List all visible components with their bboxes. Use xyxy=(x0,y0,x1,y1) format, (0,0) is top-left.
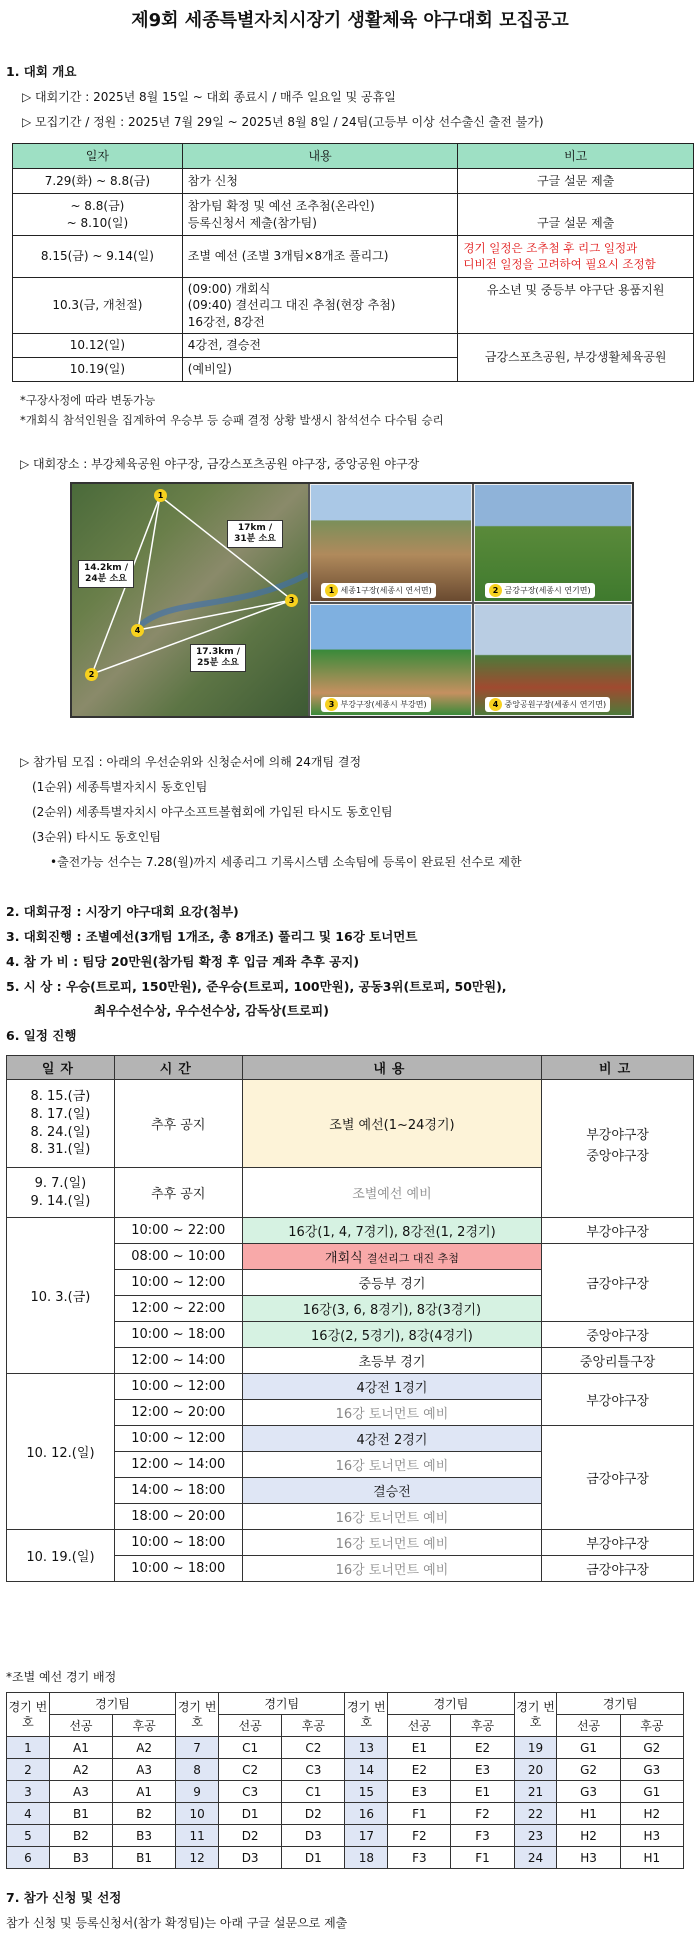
schedule-content: 조별예선 예비 xyxy=(242,1168,542,1218)
header-match-number: 경기 번호 xyxy=(514,1693,557,1737)
pin-icon: 1 xyxy=(154,489,167,502)
distance-label: 17.3km / 25분 소요 xyxy=(190,644,246,672)
schedule-time: 10:00 ~ 22:00 xyxy=(114,1218,242,1244)
second-team: G1 xyxy=(620,1781,683,1803)
match-row xyxy=(7,1737,684,1759)
section-7-line: 참가 신청 및 등록신청서(참가 확정팀)는 아래 구글 설문으로 제출 xyxy=(6,1916,348,1930)
cell-date: ~ 8.8(금) ~ 8.10(일) xyxy=(13,194,183,236)
schedule-content: 초등부 경기 xyxy=(242,1348,542,1374)
match-number: 6 xyxy=(7,1847,50,1869)
schedule-content: 조별 예선(1~24경기) xyxy=(242,1080,542,1168)
header-second: 후공 xyxy=(282,1715,345,1737)
second-team: F2 xyxy=(451,1803,514,1825)
section-7: 7. 참가 신청 및 선정 xyxy=(6,1890,122,1905)
first-team: F2 xyxy=(388,1825,451,1847)
match-number: 15 xyxy=(345,1781,388,1803)
first-team: A2 xyxy=(49,1759,112,1781)
match-row xyxy=(7,1803,684,1825)
match-number: 13 xyxy=(345,1737,388,1759)
section-1-heading: 1. 대회 개요 xyxy=(6,64,77,79)
overview-table xyxy=(12,143,694,382)
venue-line: ▷ 대회장소 : 부강체육공원 야구장, 금강스포츠공원 야구장, 중앙공원 야구장 xyxy=(20,457,420,471)
match-number: 20 xyxy=(514,1759,557,1781)
first-team: B3 xyxy=(49,1847,112,1869)
pin-icon: 2 xyxy=(85,668,98,681)
section-5: 5. 시 상 : 우승(트로피, 150만원), 준우승(트로피, 100만원), 공동3위(트로피, 50만원), xyxy=(6,979,507,994)
section-2: 2. 대회규정 : 시장기 야구대회 요강(첨부) xyxy=(6,904,239,919)
priority-1: (1순위) 세종특별자치시 동호인팀 xyxy=(32,780,208,794)
schedule-time: 10:00 ~ 18:00 xyxy=(114,1530,242,1556)
schedule-time: 14:00 ~ 18:00 xyxy=(114,1478,242,1504)
header-first: 선공 xyxy=(219,1715,282,1737)
cell-note: 구글 설문 제출 xyxy=(458,169,694,194)
schedule-venue: 부강야구장 xyxy=(542,1218,694,1244)
pin-icon: 3 xyxy=(285,594,298,607)
schedule-table xyxy=(6,1055,694,1582)
match-row xyxy=(7,1825,684,1847)
schedule-time: 10:00 ~ 18:00 xyxy=(114,1556,242,1582)
schedule-time: 10:00 ~ 18:00 xyxy=(114,1322,242,1348)
second-team: G2 xyxy=(620,1737,683,1759)
schedule-time: 08:00 ~ 10:00 xyxy=(114,1244,242,1270)
schedule-venue: 부강야구장 xyxy=(542,1374,694,1426)
first-team: A1 xyxy=(49,1737,112,1759)
venue-photo-3: 3 부강구장(세종시 부강면) xyxy=(310,604,472,716)
distance-label: 14.2km / 24분 소요 xyxy=(78,560,134,588)
first-team: H2 xyxy=(557,1825,620,1847)
second-team: D2 xyxy=(282,1803,345,1825)
schedule-time: 12:00 ~ 14:00 xyxy=(114,1348,242,1374)
header-second: 후공 xyxy=(620,1715,683,1737)
match-assignment-table xyxy=(6,1692,684,1869)
header-teams: 경기팀 xyxy=(49,1693,175,1715)
match-number: 19 xyxy=(514,1737,557,1759)
second-team: E3 xyxy=(451,1759,514,1781)
second-team: H1 xyxy=(620,1847,683,1869)
schedule-date: 8. 15.(금) 8. 17.(일) 8. 24.(일) 8. 31.(일) xyxy=(7,1080,115,1168)
venue-photos xyxy=(70,482,634,718)
cell-content: (예비일) xyxy=(182,358,458,382)
first-team: D1 xyxy=(219,1803,282,1825)
event-period: ▷ 대회기간 : 2025년 8월 15일 ~ 대회 종료시 / 매주 일요일 및 공휴일 xyxy=(22,90,396,104)
match-number: 17 xyxy=(345,1825,388,1847)
schedule-date: 10. 3.(금) xyxy=(7,1218,115,1374)
match-number: 14 xyxy=(345,1759,388,1781)
first-team: C3 xyxy=(219,1781,282,1803)
header-content: 내용 xyxy=(242,1056,542,1080)
first-team: C1 xyxy=(219,1737,282,1759)
cell-date: 10.12(일) xyxy=(13,334,183,358)
header-teams: 경기팀 xyxy=(388,1693,514,1715)
distance-label: 17km / 31분 소요 xyxy=(227,520,283,548)
schedule-venue: 금강야구장 xyxy=(542,1556,694,1582)
priority-2: (2순위) 세종특별자치시 야구소프트볼협회에 가입된 타시도 동호인팀 xyxy=(32,805,393,819)
header-match-number: 경기 번호 xyxy=(176,1693,219,1737)
cell-date: 10.3(금, 개천절) xyxy=(13,278,183,334)
schedule-time: 추후 공지 xyxy=(114,1168,242,1218)
second-team: B3 xyxy=(113,1825,176,1847)
schedule-venue: 부강야구장 xyxy=(542,1530,694,1556)
second-team: B1 xyxy=(113,1847,176,1869)
second-team: D1 xyxy=(282,1847,345,1869)
schedule-content: 16강(2, 5경기), 8강(4경기) xyxy=(242,1322,542,1348)
first-team: F1 xyxy=(388,1803,451,1825)
priority-3: (3순위) 타시도 동호인팀 xyxy=(32,830,161,844)
cell-note: 유소년 및 중등부 야구단 용품지원 xyxy=(458,278,694,334)
match-number: 8 xyxy=(176,1759,219,1781)
schedule-venue: 중앙야구장 xyxy=(542,1322,694,1348)
note-line: *구장사정에 따라 변동가능 xyxy=(20,393,156,407)
second-team: A3 xyxy=(113,1759,176,1781)
match-number: 4 xyxy=(7,1803,50,1825)
cell-note: 경기 일정은 조추첨 후 리그 일정과 디비전 일정을 고려하여 필요시 조정함 xyxy=(458,236,694,278)
schedule-time: 추후 공지 xyxy=(114,1080,242,1168)
match-number: 9 xyxy=(176,1781,219,1803)
first-team: G3 xyxy=(557,1781,620,1803)
header-teams: 경기팀 xyxy=(557,1693,684,1715)
schedule-content: 4강전 2경기 xyxy=(242,1426,542,1452)
schedule-content: 개회식 결선리그 대진 추첨 xyxy=(242,1244,542,1270)
first-team: E1 xyxy=(388,1737,451,1759)
header-second: 후공 xyxy=(451,1715,514,1737)
first-team: A3 xyxy=(49,1781,112,1803)
header-match-number: 경기 번호 xyxy=(345,1693,388,1737)
route-lines xyxy=(72,484,308,716)
schedule-content: 16강(1, 4, 7경기), 8강전(1, 2경기) xyxy=(242,1218,542,1244)
schedule-venue: 부강야구장 중앙야구장 xyxy=(542,1080,694,1218)
schedule-content: 4강전 1경기 xyxy=(242,1374,542,1400)
schedule-content: 16강 토너먼트 예비 xyxy=(242,1400,542,1426)
match-number: 24 xyxy=(514,1847,557,1869)
schedule-venue: 금강야구장 xyxy=(542,1244,694,1322)
eligibility-note: •출전가능 선수는 7.28(월)까지 세종리그 기록시스템 소속팀에 등록이 완료된 선수로 제한 xyxy=(50,855,522,869)
header-content: 내용 xyxy=(182,144,458,169)
schedule-time: 10:00 ~ 12:00 xyxy=(114,1270,242,1296)
schedule-time: 12:00 ~ 20:00 xyxy=(114,1400,242,1426)
match-number: 16 xyxy=(345,1803,388,1825)
second-team: A1 xyxy=(113,1781,176,1803)
second-team: E1 xyxy=(451,1781,514,1803)
match-number: 11 xyxy=(176,1825,219,1847)
cell-content: 4강전, 결승전 xyxy=(182,334,458,358)
schedule-content: 결승전 xyxy=(242,1478,542,1504)
matches-heading: *조별 예선 경기 배정 xyxy=(6,1670,117,1684)
match-row xyxy=(7,1847,684,1869)
pin-icon: 4 xyxy=(131,624,144,637)
header-date: 일자 xyxy=(7,1056,115,1080)
venue-photo-2: 2 금강구장(세종시 연기면) xyxy=(474,484,632,602)
header-note: 비고 xyxy=(458,144,694,169)
match-number: 12 xyxy=(176,1847,219,1869)
cell-content: (09:00) 개회식 (09:40) 결선리그 대진 추첨(현장 추첨) 16강전, 8강전 xyxy=(182,278,458,334)
first-team: G1 xyxy=(557,1737,620,1759)
section-5-cont: 최우수선수상, 우수선수상, 감독상(트로피) xyxy=(94,1003,329,1018)
match-number: 2 xyxy=(7,1759,50,1781)
second-team: D3 xyxy=(282,1825,345,1847)
header-second: 후공 xyxy=(113,1715,176,1737)
first-team: E2 xyxy=(388,1759,451,1781)
first-team: H3 xyxy=(557,1847,620,1869)
match-number: 23 xyxy=(514,1825,557,1847)
recruit-period: ▷ 모집기간 / 정원 : 2025년 7월 29일 ~ 2025년 8월 8일 / 24팀(고등부 이상 선수출신 출전 불가) xyxy=(22,115,544,129)
venue-photo-1: 1 세종1구장(세종시 연서면) xyxy=(310,484,472,602)
second-team: H3 xyxy=(620,1825,683,1847)
schedule-content: 16강 토너먼트 예비 xyxy=(242,1504,542,1530)
header-date: 일자 xyxy=(13,144,183,169)
schedule-time: 12:00 ~ 14:00 xyxy=(114,1452,242,1478)
schedule-content: 16강 토너먼트 예비 xyxy=(242,1530,542,1556)
section-4: 4. 참 가 비 : 팀당 20만원(참가팀 확정 후 입금 계좌 추후 공지) xyxy=(6,954,360,969)
match-number: 10 xyxy=(176,1803,219,1825)
second-team: G3 xyxy=(620,1759,683,1781)
cell-content: 참가 신청 xyxy=(182,169,458,194)
first-team: C2 xyxy=(219,1759,282,1781)
schedule-date: 10. 12.(일) xyxy=(7,1374,115,1530)
schedule-content: 16강 토너먼트 예비 xyxy=(242,1452,542,1478)
venue-photo-4: 4 중앙공원구장(세종시 연기면) xyxy=(474,604,632,716)
match-number: 7 xyxy=(176,1737,219,1759)
schedule-content: 16강(3, 6, 8경기), 8강(3경기) xyxy=(242,1296,542,1322)
schedule-venue: 금강야구장 xyxy=(542,1426,694,1530)
first-team: D3 xyxy=(219,1847,282,1869)
schedule-date: 9. 7.(일) 9. 14.(일) xyxy=(7,1168,115,1218)
cell-content: 조별 예선 (조별 3개팀×8개조 풀리그) xyxy=(182,236,458,278)
second-team: C3 xyxy=(282,1759,345,1781)
first-team: G2 xyxy=(557,1759,620,1781)
cell-content: 참가팀 확정 및 예선 조추첨(온라인) 등록신청서 제출(참가팀) xyxy=(182,194,458,236)
header-first: 선공 xyxy=(557,1715,620,1737)
second-team: A2 xyxy=(113,1737,176,1759)
page-title: 제9회 세종특별자치시장기 생활체육 야구대회 모집공고 xyxy=(131,10,569,31)
schedule-date: 10. 19.(일) xyxy=(7,1530,115,1582)
match-number: 1 xyxy=(7,1737,50,1759)
second-team: E2 xyxy=(451,1737,514,1759)
match-number: 5 xyxy=(7,1825,50,1847)
schedule-time: 10:00 ~ 12:00 xyxy=(114,1374,242,1400)
cell-note: 구글 설문 제출 xyxy=(458,194,694,236)
header-time: 시간 xyxy=(114,1056,242,1080)
map-image xyxy=(72,484,308,716)
cell-date: 8.15(금) ~ 9.14(일) xyxy=(13,236,183,278)
header-match-number: 경기 번호 xyxy=(7,1693,50,1737)
schedule-time: 12:00 ~ 22:00 xyxy=(114,1296,242,1322)
header-first: 선공 xyxy=(49,1715,112,1737)
teams-intro: ▷ 참가팀 모집 : 아래의 우선순위와 신청순서에 의해 24개팀 결정 xyxy=(20,755,362,769)
cell-note: 금강스포츠공원, 부강생활체육공원 xyxy=(458,334,694,382)
cell-date: 10.19(일) xyxy=(13,358,183,382)
second-team: B2 xyxy=(113,1803,176,1825)
match-number: 22 xyxy=(514,1803,557,1825)
match-number: 3 xyxy=(7,1781,50,1803)
second-team: C1 xyxy=(282,1781,345,1803)
schedule-venue: 중앙리틀구장 xyxy=(542,1348,694,1374)
section-3: 3. 대회진행 : 조별예선(3개팀 1개조, 총 8개조) 풀리그 및 16강 토너먼트 xyxy=(6,929,418,944)
first-team: B2 xyxy=(49,1825,112,1847)
note-line: *개회식 참석인원을 집계하여 우승부 등 승패 결정 상황 발생시 참석선수 다수팀 승리 xyxy=(20,413,444,427)
match-number: 18 xyxy=(345,1847,388,1869)
header-first: 선공 xyxy=(388,1715,451,1737)
schedule-time: 10:00 ~ 12:00 xyxy=(114,1426,242,1452)
second-team: C2 xyxy=(282,1737,345,1759)
second-team: F1 xyxy=(451,1847,514,1869)
schedule-time: 18:00 ~ 20:00 xyxy=(114,1504,242,1530)
first-team: B1 xyxy=(49,1803,112,1825)
schedule-content: 16강 토너먼트 예비 xyxy=(242,1556,542,1582)
header-teams: 경기팀 xyxy=(219,1693,345,1715)
first-team: E3 xyxy=(388,1781,451,1803)
second-team: H2 xyxy=(620,1803,683,1825)
first-team: H1 xyxy=(557,1803,620,1825)
first-team: D2 xyxy=(219,1825,282,1847)
header-note: 비고 xyxy=(542,1056,694,1080)
first-team: F3 xyxy=(388,1847,451,1869)
cell-date: 7.29(화) ~ 8.8(금) xyxy=(13,169,183,194)
match-row xyxy=(7,1781,684,1803)
schedule-content: 중등부 경기 xyxy=(242,1270,542,1296)
second-team: F3 xyxy=(451,1825,514,1847)
match-number: 21 xyxy=(514,1781,557,1803)
match-row xyxy=(7,1759,684,1781)
section-6: 6. 일정 진행 xyxy=(6,1028,77,1043)
